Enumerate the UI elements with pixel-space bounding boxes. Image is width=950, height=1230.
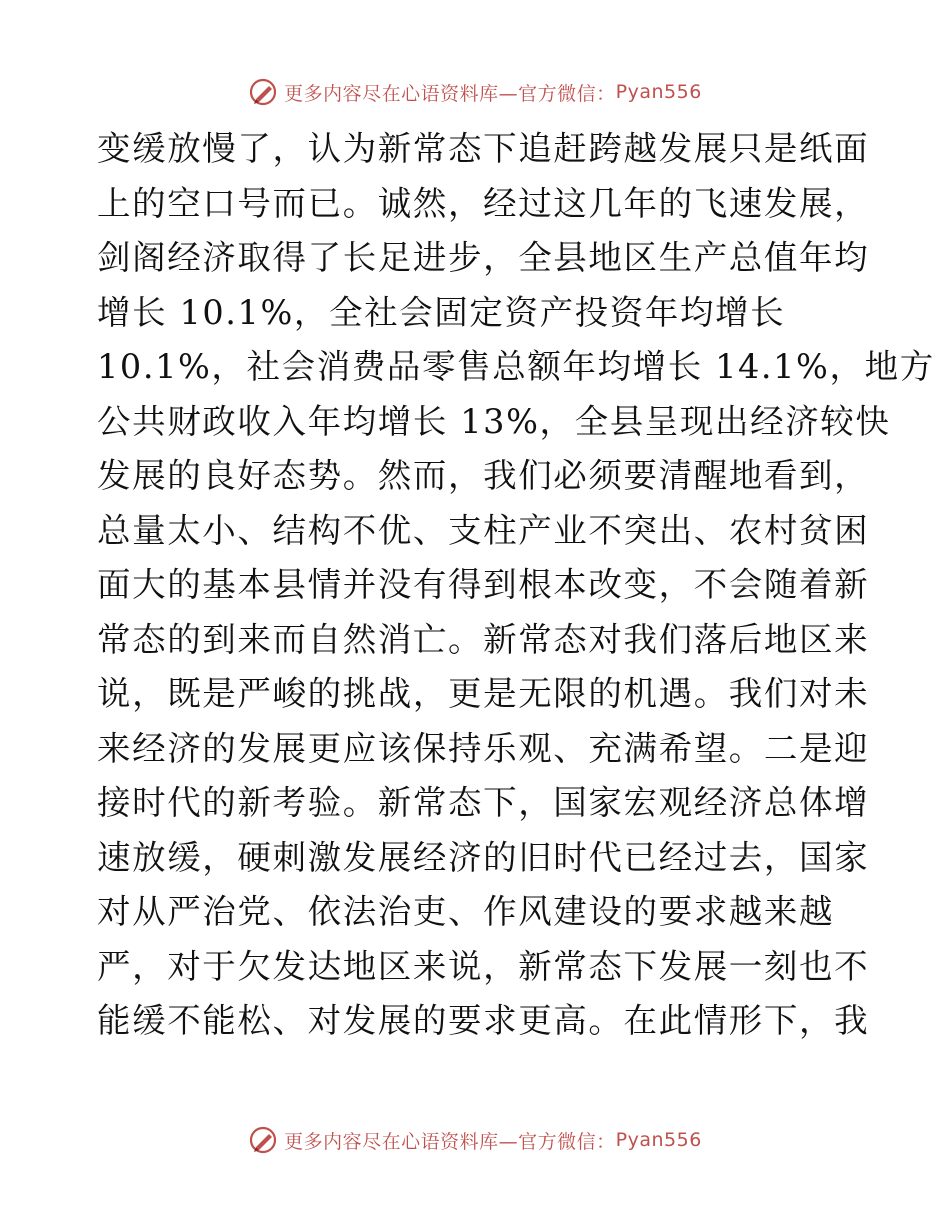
watermark-handle: Pyan556	[615, 81, 702, 103]
text-line: 说，既是严峻的挑战，更是无限的机遇。我们对未	[97, 674, 870, 713]
text-line: 来经济的发展更应该保持乐观、充满希望。二是迎	[97, 728, 870, 768]
text-line: 面大的基本县情并没有得到根本改变，不会随着新	[97, 565, 870, 604]
header-watermark	[0, 72, 950, 112]
text-line: 能缓不能松、对发展的要求更高。在此情形下，我	[97, 1001, 870, 1040]
text-line: 对从严治党、依法治吏、作风建设的要求越来越	[97, 892, 835, 931]
text-line: 剑阁经济取得了长足进步，全县地区生产总值年均	[97, 238, 870, 277]
footer-watermark	[0, 1120, 950, 1160]
text-line: 增长 10.1%，全社会固定资产投资年均增长	[97, 292, 786, 332]
text-line: 接时代的新考验。新常态下，国家宏观经济总体增	[97, 783, 870, 822]
watermark-handle: Pyan556	[615, 1129, 702, 1151]
text-line: 速放缓，硬刺激发展经济的旧时代已经过去，国家	[97, 837, 870, 877]
pen-logo-icon	[248, 1125, 278, 1155]
text-line: 严，对于欠发达地区来说，新常态下发展一刻也不	[97, 946, 870, 986]
text-line: 总量太小、结构不优、支柱产业不突出、农村贫困	[97, 510, 870, 550]
text-line: 上的空口号而已。诚然，经过这几年的飞速发展，	[97, 183, 870, 223]
text-line: 公共财政收入年均增长 13%，全县呈现出经济较快	[97, 401, 891, 441]
pen-logo-icon	[248, 77, 278, 107]
text-line: 10.1%，社会消费品零售总额年均增长 14.1%，地方	[97, 347, 935, 386]
watermark-text: 更多内容尽在心语资料库—官方微信：	[284, 82, 616, 105]
text-line: 发展的良好态势。然而，我们必须要清醒地看到，	[97, 456, 870, 495]
watermark-text: 更多内容尽在心语资料库—官方微信：	[284, 1130, 616, 1153]
document-body	[97, 122, 935, 1049]
text-line: 常态的到来而自然消亡。新常态对我们落后地区来	[97, 619, 870, 659]
text-line: 变缓放慢了，认为新常态下追赶跨越发展只是纸面	[97, 129, 870, 168]
